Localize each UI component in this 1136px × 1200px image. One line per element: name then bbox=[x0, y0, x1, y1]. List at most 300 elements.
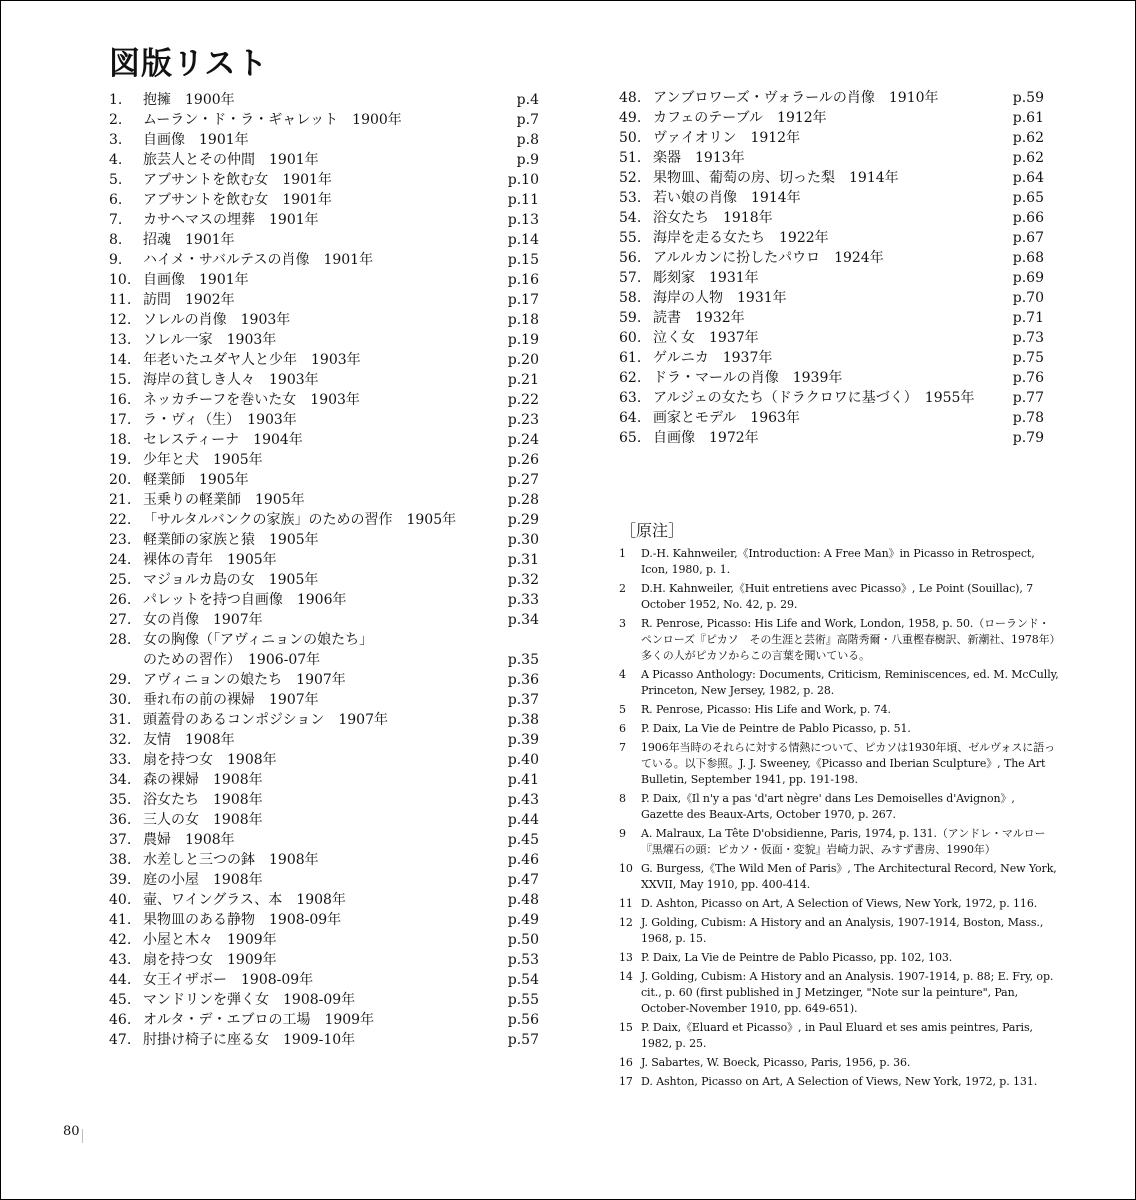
list-item bbox=[109, 190, 539, 210]
item-number: 63. bbox=[619, 390, 642, 406]
item-title: 泣く女 1937年 bbox=[653, 330, 759, 346]
page-number: 80 bbox=[63, 1124, 80, 1139]
note-number: 5 bbox=[619, 703, 626, 716]
item-title: 楽器 1913年 bbox=[653, 150, 745, 166]
item-title: アヴィニョンの娘たち 1907年 bbox=[143, 672, 346, 688]
note-text: A Picasso Anthology: Documents, Criticism, Reminiscences, ed. M. McCully, Princeton, New Jersey, 1982, p. 28. bbox=[641, 668, 1059, 697]
item-page-ref: p.39 bbox=[507, 732, 539, 748]
item-page-ref: p.45 bbox=[507, 832, 539, 848]
item-number: 34. bbox=[109, 772, 132, 788]
note-text: 1906年当時のそれらに対する情熱について、ピカソは1930年頃、ゼルヴォスに語っている。以下参照。J. J. Sweeney,《Picasso and Iberian Sculpture》, The Art Bulletin, September 1941, pp. 191-198. bbox=[641, 741, 1056, 786]
item-number: 54. bbox=[619, 210, 642, 226]
item-title: 画家とモデル 1963年 bbox=[653, 410, 800, 426]
item-page-ref: p.4 bbox=[516, 92, 539, 108]
item-title: 訪問 1902年 bbox=[143, 292, 235, 308]
list-item bbox=[619, 268, 1044, 288]
list-item bbox=[109, 290, 539, 310]
note-number: 15 bbox=[619, 1021, 633, 1034]
item-page-ref: p.30 bbox=[507, 532, 539, 548]
note-text: P. Daix, La Vie de Peintre de Pablo Picasso, pp. 102, 103. bbox=[641, 951, 953, 964]
item-number: 27. bbox=[109, 612, 132, 628]
item-page-ref: p.27 bbox=[507, 472, 539, 488]
item-number: 16. bbox=[109, 392, 132, 408]
list-item bbox=[109, 470, 539, 490]
item-number: 41. bbox=[109, 912, 132, 928]
item-page-ref: p.7 bbox=[516, 112, 539, 128]
list-item bbox=[109, 970, 539, 990]
item-page-ref: p.48 bbox=[507, 892, 539, 908]
item-page-ref: p.22 bbox=[507, 392, 539, 408]
item-title: 肘掛け椅子に座る女 1909-10年 bbox=[143, 1032, 356, 1048]
list-item bbox=[619, 288, 1044, 308]
item-title: 浴女たち 1908年 bbox=[143, 792, 263, 808]
notes-heading: ［原注］ bbox=[620, 521, 685, 540]
item-page-ref: p.26 bbox=[507, 452, 539, 468]
item-page-ref: p.24 bbox=[507, 432, 539, 448]
note-text: D.-H. Kahnweiler,《Introduction: A Free Man》in Picasso in Retrospect, Icon, 1980, p. 1. bbox=[641, 547, 1035, 576]
list-item bbox=[109, 670, 539, 690]
item-title: セレスティーナ 1904年 bbox=[143, 432, 303, 448]
item-number: 29. bbox=[109, 672, 132, 688]
item-title-continued: のための習作） 1906-07年 bbox=[143, 652, 321, 668]
note-number: 17 bbox=[619, 1075, 633, 1088]
item-page-ref: p.65 bbox=[1012, 190, 1044, 206]
item-number: 32. bbox=[109, 732, 132, 748]
item-page-ref: p.62 bbox=[1012, 130, 1044, 146]
list-item bbox=[109, 730, 539, 750]
item-number: 60. bbox=[619, 330, 642, 346]
item-number: 65. bbox=[619, 430, 642, 446]
item-title: 自画像 1901年 bbox=[143, 132, 249, 148]
item-title: 垂れ布の前の裸婦 1907年 bbox=[143, 692, 319, 708]
item-title: 「サルタルバンクの家族」のための習作 1905年 bbox=[143, 512, 457, 528]
note-number: 6 bbox=[619, 722, 626, 735]
item-page-ref: p.21 bbox=[507, 372, 539, 388]
list-item bbox=[109, 490, 539, 510]
note-item bbox=[619, 1020, 1059, 1052]
item-title: 自画像 1972年 bbox=[653, 430, 759, 446]
list-item bbox=[619, 368, 1044, 388]
item-page-ref: p.69 bbox=[1012, 270, 1044, 286]
item-page-ref: p.20 bbox=[507, 352, 539, 368]
list-item bbox=[109, 110, 539, 130]
item-number: 53. bbox=[619, 190, 642, 206]
item-title: オルタ・デ・エブロの工場 1909年 bbox=[143, 1012, 375, 1028]
item-title: ゲルニカ 1937年 bbox=[653, 350, 773, 366]
note-number: 16 bbox=[619, 1056, 633, 1069]
list-item bbox=[109, 630, 539, 670]
item-number: 50. bbox=[619, 130, 642, 146]
item-page-ref: p.28 bbox=[507, 492, 539, 508]
item-number: 9. bbox=[109, 252, 123, 268]
item-number: 56. bbox=[619, 250, 642, 266]
note-item bbox=[619, 861, 1059, 893]
item-number: 31. bbox=[109, 712, 132, 728]
item-title: 扇を持つ女 1908年 bbox=[143, 752, 277, 768]
list-item bbox=[619, 128, 1044, 148]
item-page-ref: p.10 bbox=[507, 172, 539, 188]
list-item bbox=[619, 248, 1044, 268]
item-number: 37. bbox=[109, 832, 132, 848]
note-number: 4 bbox=[619, 668, 626, 681]
item-page-ref: p.77 bbox=[1012, 390, 1044, 406]
item-title: 女王イザボー 1908-09年 bbox=[143, 972, 314, 988]
item-number: 49. bbox=[619, 110, 642, 126]
list-item bbox=[619, 388, 1044, 408]
note-text: P. Daix,《Eluard et Picasso》, in Paul Eluard et ses amis peintres, Paris, 1982, p. 25. bbox=[641, 1021, 1033, 1050]
item-title: アブサントを飲む女 1901年 bbox=[143, 192, 332, 208]
list-item bbox=[109, 410, 539, 430]
list-item bbox=[109, 330, 539, 350]
notes-list bbox=[619, 546, 1059, 1093]
item-page-ref: p.15 bbox=[507, 252, 539, 268]
folio-divider bbox=[82, 1129, 83, 1143]
list-item bbox=[109, 310, 539, 330]
note-item bbox=[619, 896, 1059, 912]
list-item bbox=[109, 790, 539, 810]
item-title: 壷、ワイングラス、本 1908年 bbox=[143, 892, 346, 908]
item-title: ムーラン・ド・ラ・ギャレット 1900年 bbox=[143, 112, 402, 128]
item-page-ref: p.50 bbox=[507, 932, 539, 948]
list-item bbox=[109, 250, 539, 270]
item-page-ref: p.19 bbox=[507, 332, 539, 348]
item-number: 57. bbox=[619, 270, 642, 286]
list-item bbox=[619, 168, 1044, 188]
item-number: 10. bbox=[109, 272, 132, 288]
item-page-ref: p.76 bbox=[1012, 370, 1044, 386]
item-title: ネッカチーフを巻いた女 1903年 bbox=[143, 392, 360, 408]
note-text: D.H. Kahnweiler,《Huit entretiens avec Picasso》, Le Point (Souillac), 7 October 1952, No. 42, p. 29. bbox=[641, 582, 1034, 611]
item-title: 女の肖像 1907年 bbox=[143, 612, 263, 628]
item-page-ref: p.67 bbox=[1012, 230, 1044, 246]
list-item bbox=[109, 690, 539, 710]
item-page-ref: p.31 bbox=[507, 552, 539, 568]
item-number: 19. bbox=[109, 452, 132, 468]
note-number: 9 bbox=[619, 827, 626, 840]
item-page-ref: p.56 bbox=[507, 1012, 539, 1028]
item-number: 64. bbox=[619, 410, 642, 426]
list-item bbox=[109, 510, 539, 530]
item-title: 浴女たち 1918年 bbox=[653, 210, 773, 226]
list-item bbox=[109, 1030, 539, 1050]
item-number: 11. bbox=[109, 292, 132, 308]
list-item bbox=[109, 810, 539, 830]
item-number: 51. bbox=[619, 150, 642, 166]
item-title: 裸体の青年 1905年 bbox=[143, 552, 277, 568]
item-page-ref: p.44 bbox=[507, 812, 539, 828]
item-title: 旅芸人とその仲間 1901年 bbox=[143, 152, 319, 168]
note-text: G. Burgess,《The Wild Men of Paris》, The Architectural Record, New York, XXVII, May 1910, pp. 400-414. bbox=[641, 862, 1057, 891]
item-number: 7. bbox=[109, 212, 123, 228]
item-page-ref: p.61 bbox=[1012, 110, 1044, 126]
item-title: アンブロワーズ・ヴォラールの肖像 1910年 bbox=[653, 90, 939, 106]
list-item bbox=[619, 408, 1044, 428]
page-title: 図版リスト bbox=[109, 46, 269, 82]
list-item bbox=[619, 428, 1044, 448]
note-number: 3 bbox=[619, 617, 626, 630]
item-number: 58. bbox=[619, 290, 642, 306]
note-text: R. Penrose, Picasso: His Life and Work, London, 1958, p. 50.（ローランド・ペンローズ『ピカソ その生涯と芸術』高階秀爾・八重樫春樹訳、新潮社、1978年）多くの人がピカソからこの言葉を聞いている。 bbox=[641, 617, 1055, 662]
list-item bbox=[109, 130, 539, 150]
list-item bbox=[619, 188, 1044, 208]
item-title: 果物皿、葡萄の房、切った梨 1914年 bbox=[653, 170, 899, 186]
note-item bbox=[619, 1074, 1059, 1090]
list-item bbox=[109, 950, 539, 970]
note-item bbox=[619, 721, 1059, 737]
list-item bbox=[109, 770, 539, 790]
list-item bbox=[109, 850, 539, 870]
item-title: アルルカンに扮したパウロ 1924年 bbox=[653, 250, 884, 266]
note-number: 12 bbox=[619, 916, 633, 929]
item-title: 海岸の人物 1931年 bbox=[653, 290, 787, 306]
list-item bbox=[109, 830, 539, 850]
item-number: 25. bbox=[109, 572, 132, 588]
item-title: 農婦 1908年 bbox=[143, 832, 235, 848]
item-page-ref: p.53 bbox=[507, 952, 539, 968]
item-page-ref: p.64 bbox=[1012, 170, 1044, 186]
list-item bbox=[109, 750, 539, 770]
note-item bbox=[619, 969, 1059, 1017]
item-title: 扇を持つ女 1909年 bbox=[143, 952, 277, 968]
item-number: 8. bbox=[109, 232, 123, 248]
item-page-ref: p.8 bbox=[516, 132, 539, 148]
note-item bbox=[619, 740, 1059, 788]
note-item bbox=[619, 702, 1059, 718]
list-item bbox=[619, 348, 1044, 368]
item-page-ref: p.37 bbox=[507, 692, 539, 708]
item-number: 33. bbox=[109, 752, 132, 768]
list-item bbox=[619, 208, 1044, 228]
item-title: ラ・ヴィ（生） 1903年 bbox=[143, 412, 297, 428]
note-text: R. Penrose, Picasso: His Life and Work, p. 74. bbox=[641, 703, 891, 716]
item-title: 読書 1932年 bbox=[653, 310, 745, 326]
item-page-ref: p.23 bbox=[507, 412, 539, 428]
note-text: J. Sabartes, W. Boeck, Picasso, Paris, 1956, p. 36. bbox=[641, 1056, 911, 1069]
item-title: 果物皿のある静物 1908-09年 bbox=[143, 912, 342, 928]
item-number: 24. bbox=[109, 552, 132, 568]
item-number: 18. bbox=[109, 432, 132, 448]
item-page-ref: p.41 bbox=[507, 772, 539, 788]
item-number: 30. bbox=[109, 692, 132, 708]
item-number: 23. bbox=[109, 532, 132, 548]
item-page-ref: p.33 bbox=[507, 592, 539, 608]
item-title: マジョルカ島の女 1905年 bbox=[143, 572, 319, 588]
item-title: 若い娘の肖像 1914年 bbox=[653, 190, 801, 206]
item-page-ref: p.11 bbox=[507, 192, 539, 208]
list-item bbox=[109, 550, 539, 570]
item-page-ref: p.34 bbox=[507, 612, 539, 628]
item-page-ref: p.9 bbox=[516, 152, 539, 168]
item-title: 女の胸像（「アヴィニョンの娘たち」 bbox=[143, 632, 374, 648]
item-page-ref: p.79 bbox=[1012, 430, 1044, 446]
item-number: 47. bbox=[109, 1032, 132, 1048]
item-title: カフェのテーブル 1912年 bbox=[653, 110, 827, 126]
list-item bbox=[619, 308, 1044, 328]
item-title: 頭蓋骨のあるコンポジション 1907年 bbox=[143, 712, 388, 728]
item-title: アルジェの女たち（ドラクロワに基づく） 1955年 bbox=[653, 390, 975, 406]
item-number: 43. bbox=[109, 952, 132, 968]
note-number: 2 bbox=[619, 582, 626, 595]
item-title: パレットを持つ自画像 1906年 bbox=[143, 592, 347, 608]
note-item bbox=[619, 546, 1059, 578]
list-item bbox=[109, 210, 539, 230]
note-text: J. Golding, Cubism: A History and an Analysis. 1907-1914, p. 88; E. Fry, op. cit., p. 60 (first published in J Metzinger, "Note sur la peinture", Pan, October-November 1910, pp. 649-651). bbox=[641, 970, 1054, 1015]
list-item bbox=[109, 150, 539, 170]
list-item bbox=[109, 230, 539, 250]
item-number: 14. bbox=[109, 352, 132, 368]
list-item bbox=[109, 1010, 539, 1030]
item-page-ref: p.29 bbox=[507, 512, 539, 528]
item-page-ref: p.59 bbox=[1012, 90, 1044, 106]
item-title: アブサントを飲む女 1901年 bbox=[143, 172, 332, 188]
item-number: 44. bbox=[109, 972, 132, 988]
item-number: 45. bbox=[109, 992, 132, 1008]
item-number: 46. bbox=[109, 1012, 132, 1028]
item-number: 26. bbox=[109, 592, 132, 608]
item-page-ref: p.36 bbox=[507, 672, 539, 688]
note-item bbox=[619, 581, 1059, 613]
note-number: 8 bbox=[619, 792, 626, 805]
item-page-ref: p.46 bbox=[507, 852, 539, 868]
item-page-ref: p.38 bbox=[507, 712, 539, 728]
item-number: 15. bbox=[109, 372, 132, 388]
item-page-ref: p.40 bbox=[507, 752, 539, 768]
item-title: 森の裸婦 1908年 bbox=[143, 772, 263, 788]
list-item bbox=[109, 930, 539, 950]
item-title: ソレルの肖像 1903年 bbox=[143, 312, 291, 328]
item-page-ref: p.71 bbox=[1012, 310, 1044, 326]
list-item bbox=[109, 910, 539, 930]
item-title: 彫刻家 1931年 bbox=[653, 270, 759, 286]
list-item bbox=[109, 90, 539, 110]
list-item bbox=[619, 148, 1044, 168]
note-item bbox=[619, 1055, 1059, 1071]
item-number: 52. bbox=[619, 170, 642, 186]
list-item bbox=[109, 870, 539, 890]
item-page-ref: p.54 bbox=[507, 972, 539, 988]
item-number: 38. bbox=[109, 852, 132, 868]
item-number: 1. bbox=[109, 92, 123, 108]
note-text: D. Ashton, Picasso on Art, A Selection of Views, New York, 1972, p. 116. bbox=[641, 897, 1038, 910]
note-item bbox=[619, 826, 1059, 858]
item-page-ref: p.47 bbox=[507, 872, 539, 888]
list-item bbox=[109, 590, 539, 610]
item-page-ref: p.55 bbox=[507, 992, 539, 1008]
list-item bbox=[109, 430, 539, 450]
note-item bbox=[619, 616, 1059, 664]
item-number: 13. bbox=[109, 332, 132, 348]
list-item bbox=[619, 328, 1044, 348]
item-page-ref: p.78 bbox=[1012, 410, 1044, 426]
item-page-ref: p.68 bbox=[1012, 250, 1044, 266]
note-item bbox=[619, 915, 1059, 947]
item-page-ref: p.75 bbox=[1012, 350, 1044, 366]
list-item bbox=[619, 88, 1044, 108]
item-title: マンドリンを弾く女 1908-09年 bbox=[143, 992, 356, 1008]
list-item bbox=[109, 350, 539, 370]
item-page-ref: p.35 bbox=[507, 652, 539, 668]
item-page-ref: p.70 bbox=[1012, 290, 1044, 306]
item-title: 三人の女 1908年 bbox=[143, 812, 263, 828]
list-item bbox=[109, 530, 539, 550]
item-number: 35. bbox=[109, 792, 132, 808]
item-number: 17. bbox=[109, 412, 132, 428]
item-number: 36. bbox=[109, 812, 132, 828]
item-title: 海岸を走る女たち 1922年 bbox=[653, 230, 829, 246]
item-number: 62. bbox=[619, 370, 642, 386]
item-page-ref: p.16 bbox=[507, 272, 539, 288]
item-number: 59. bbox=[619, 310, 642, 326]
item-title: 自画像 1901年 bbox=[143, 272, 249, 288]
list-item bbox=[109, 570, 539, 590]
item-title: 年老いたユダヤ人と少年 1903年 bbox=[143, 352, 361, 368]
item-page-ref: p.14 bbox=[507, 232, 539, 248]
list-item bbox=[109, 710, 539, 730]
item-title: ヴァイオリン 1912年 bbox=[653, 130, 801, 146]
note-text: A. Malraux, La Tête D'obsidienne, Paris, 1974, p. 131.（アンドレ・マルロー『黒燿石の頭：ピカソ・仮面・変貌』岩崎力訳、みすず書房、1990年） bbox=[641, 827, 1046, 856]
item-title: 軽業師の家族と猿 1905年 bbox=[143, 532, 319, 548]
item-page-ref: p.17 bbox=[507, 292, 539, 308]
item-number: 3. bbox=[109, 132, 123, 148]
item-title: 招魂 1901年 bbox=[143, 232, 235, 248]
item-number: 22. bbox=[109, 512, 132, 528]
note-item bbox=[619, 667, 1059, 699]
item-title: 抱擁 1900年 bbox=[143, 92, 235, 108]
note-text: P. Daix,《Il n'y a pas 'd'art nègre' dans Les Demoiselles d'Avignon》, Gazette des Beaux-Arts, October 1970, p. 267. bbox=[641, 792, 1015, 821]
item-number: 28. bbox=[109, 632, 132, 648]
note-item bbox=[619, 791, 1059, 823]
item-number: 21. bbox=[109, 492, 132, 508]
item-page-ref: p.49 bbox=[507, 912, 539, 928]
item-page-ref: p.66 bbox=[1012, 210, 1044, 226]
item-page-ref: p.13 bbox=[507, 212, 539, 228]
item-number: 40. bbox=[109, 892, 132, 908]
item-number: 20. bbox=[109, 472, 132, 488]
note-number: 13 bbox=[619, 951, 633, 964]
item-number: 48. bbox=[619, 90, 642, 106]
item-number: 39. bbox=[109, 872, 132, 888]
item-page-ref: p.43 bbox=[507, 792, 539, 808]
note-number: 10 bbox=[619, 862, 633, 875]
list-item bbox=[619, 228, 1044, 248]
item-title: 軽業師 1905年 bbox=[143, 472, 249, 488]
illustration-list-left bbox=[109, 90, 539, 1050]
note-text: P. Daix, La Vie de Peintre de Pablo Picasso, p. 51. bbox=[641, 722, 911, 735]
item-title: 小屋と木々 1909年 bbox=[143, 932, 277, 948]
item-number: 5. bbox=[109, 172, 123, 188]
item-number: 12. bbox=[109, 312, 132, 328]
item-page-ref: p.73 bbox=[1012, 330, 1044, 346]
item-title: ソレル一家 1903年 bbox=[143, 332, 277, 348]
note-number: 1 bbox=[619, 547, 626, 560]
list-item bbox=[109, 890, 539, 910]
item-page-ref: p.62 bbox=[1012, 150, 1044, 166]
item-number: 55. bbox=[619, 230, 642, 246]
item-title: 海岸の貧しき人々 1903年 bbox=[143, 372, 319, 388]
item-page-ref: p.32 bbox=[507, 572, 539, 588]
note-text: D. Ashton, Picasso on Art, A Selection of Views, New York, 1972, p. 131. bbox=[641, 1075, 1038, 1088]
item-page-ref: p.18 bbox=[507, 312, 539, 328]
item-title: ハイメ・サバルテスの肖像 1901年 bbox=[143, 252, 374, 268]
note-number: 11 bbox=[619, 897, 633, 910]
note-item bbox=[619, 950, 1059, 966]
item-title: カサヘマスの埋葬 1901年 bbox=[143, 212, 319, 228]
note-number: 7 bbox=[619, 741, 626, 754]
item-number: 4. bbox=[109, 152, 123, 168]
item-title: 玉乗りの軽業師 1905年 bbox=[143, 492, 305, 508]
list-item bbox=[109, 170, 539, 190]
list-item bbox=[109, 450, 539, 470]
